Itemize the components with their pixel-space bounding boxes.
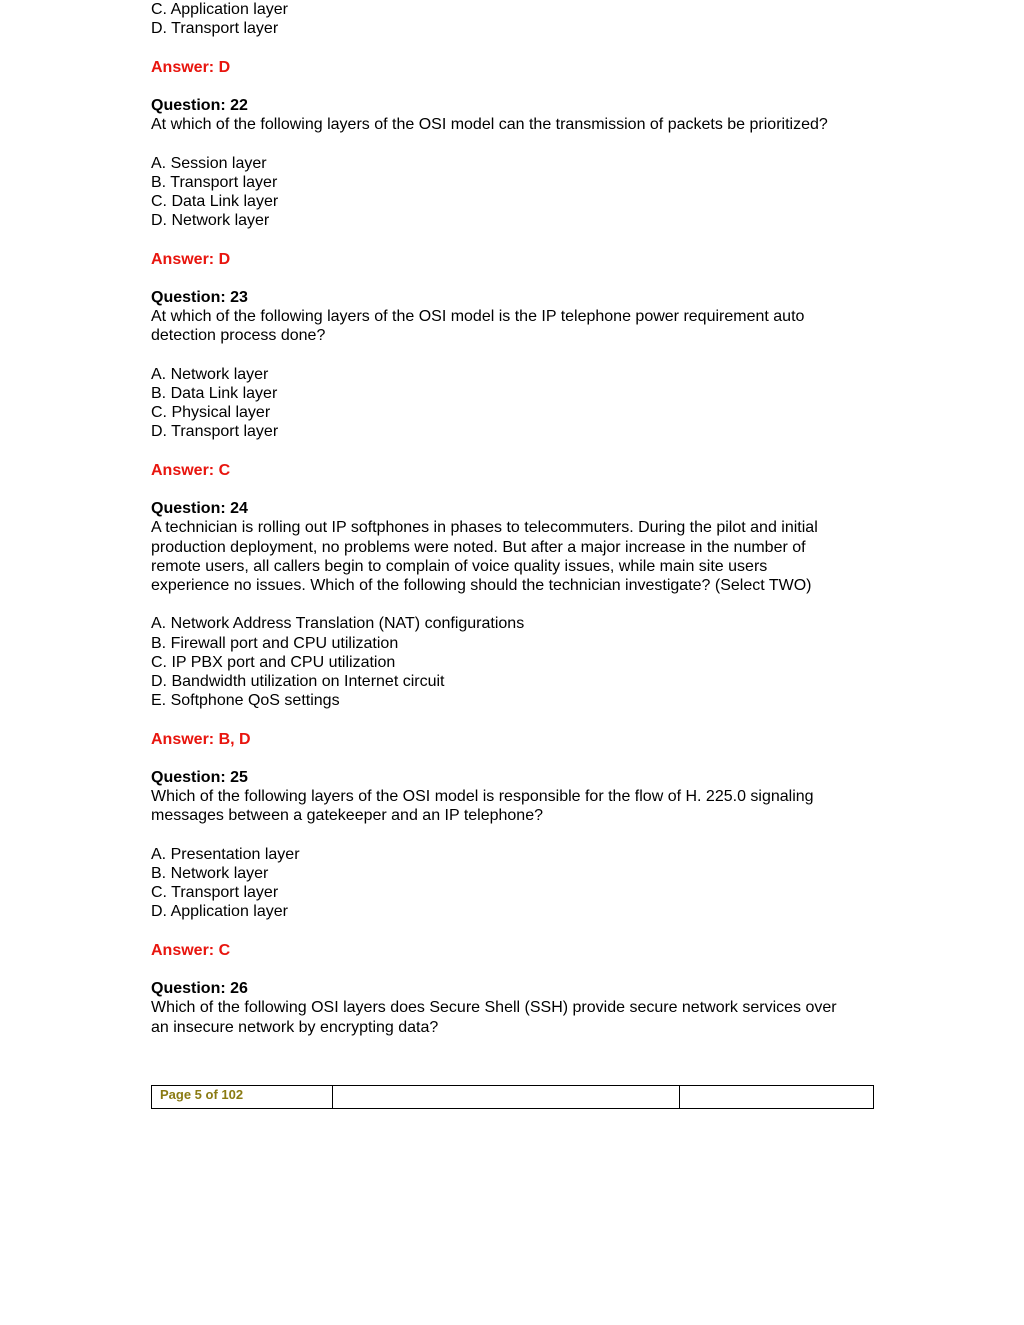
page-number: Page 5 of 102 bbox=[160, 1087, 244, 1102]
question-text: experience no issues. Which of the following should the technician investigate? (Select TWO) bbox=[151, 576, 812, 594]
option-line: E. Softphone QoS settings bbox=[151, 692, 340, 710]
option-line: A. Network Address Translation (NAT) configurations bbox=[151, 615, 525, 633]
option-line: B. Transport layer bbox=[151, 173, 278, 191]
question-text: Which of the following layers of the OSI model is responsible for the flow of H. 225.0 signaling bbox=[151, 788, 814, 806]
question-text: remote users, all callers begin to complain of voice quality issues, while main site users bbox=[151, 557, 768, 575]
answer-line: Answer: C bbox=[151, 461, 231, 479]
answer-line: Answer: C bbox=[151, 941, 231, 959]
option-line: D. Network layer bbox=[151, 212, 270, 230]
document-body bbox=[151, 0, 881, 1037]
question-text: At which of the following layers of the OSI model is the IP telephone power requirement auto bbox=[151, 308, 805, 326]
footer-cell-page bbox=[152, 1086, 333, 1109]
question-text: an insecure network by encrypting data? bbox=[151, 1018, 439, 1036]
question-text: production deployment, no problems were noted. But after a major increase in the number of bbox=[151, 538, 806, 556]
option-line: A. Presentation layer bbox=[151, 845, 300, 863]
page-footer bbox=[151, 1085, 874, 1109]
option-line: D. Transport layer bbox=[151, 20, 279, 38]
option-line: A. Session layer bbox=[151, 154, 267, 172]
question-text: detection process done? bbox=[151, 327, 326, 345]
question-title: Question: 24 bbox=[151, 500, 248, 518]
footer-cell-middle bbox=[333, 1086, 680, 1109]
question-text: Which of the following OSI layers does Secure Shell (SSH) provide secure network services over bbox=[151, 999, 837, 1017]
option-line: C. Data Link layer bbox=[151, 192, 279, 210]
option-line: C. Transport layer bbox=[151, 884, 279, 902]
option-line: A. Network layer bbox=[151, 365, 269, 383]
option-line: C. Application layer bbox=[151, 1, 288, 18]
question-title: Question: 26 bbox=[151, 980, 248, 998]
option-line: D. Transport layer bbox=[151, 423, 279, 441]
answer-line: Answer: B, D bbox=[151, 730, 251, 748]
option-line: B. Data Link layer bbox=[151, 384, 278, 402]
answer-line: Answer: D bbox=[151, 250, 231, 268]
question-text: At which of the following layers of the OSI model can the transmission of packets be prioritized? bbox=[151, 116, 828, 134]
question-text: A technician is rolling out IP softphones in phases to telecommuters. During the pilot and initial bbox=[151, 519, 818, 537]
question-title: Question: 23 bbox=[151, 288, 248, 306]
question-text: messages between a gatekeeper and an IP telephone? bbox=[151, 807, 543, 825]
footer-cell-right bbox=[680, 1086, 874, 1109]
option-line: C. Physical layer bbox=[151, 404, 271, 422]
option-line: C. IP PBX port and CPU utilization bbox=[151, 653, 396, 671]
answer-line: Answer: D bbox=[151, 58, 231, 76]
option-line: D. Bandwidth utilization on Internet circuit bbox=[151, 672, 445, 690]
question-title: Question: 22 bbox=[151, 96, 248, 114]
option-line: B. Network layer bbox=[151, 864, 269, 882]
option-line: B. Firewall port and CPU utilization bbox=[151, 634, 399, 652]
option-line: D. Application layer bbox=[151, 903, 288, 921]
question-title: Question: 25 bbox=[151, 768, 248, 786]
